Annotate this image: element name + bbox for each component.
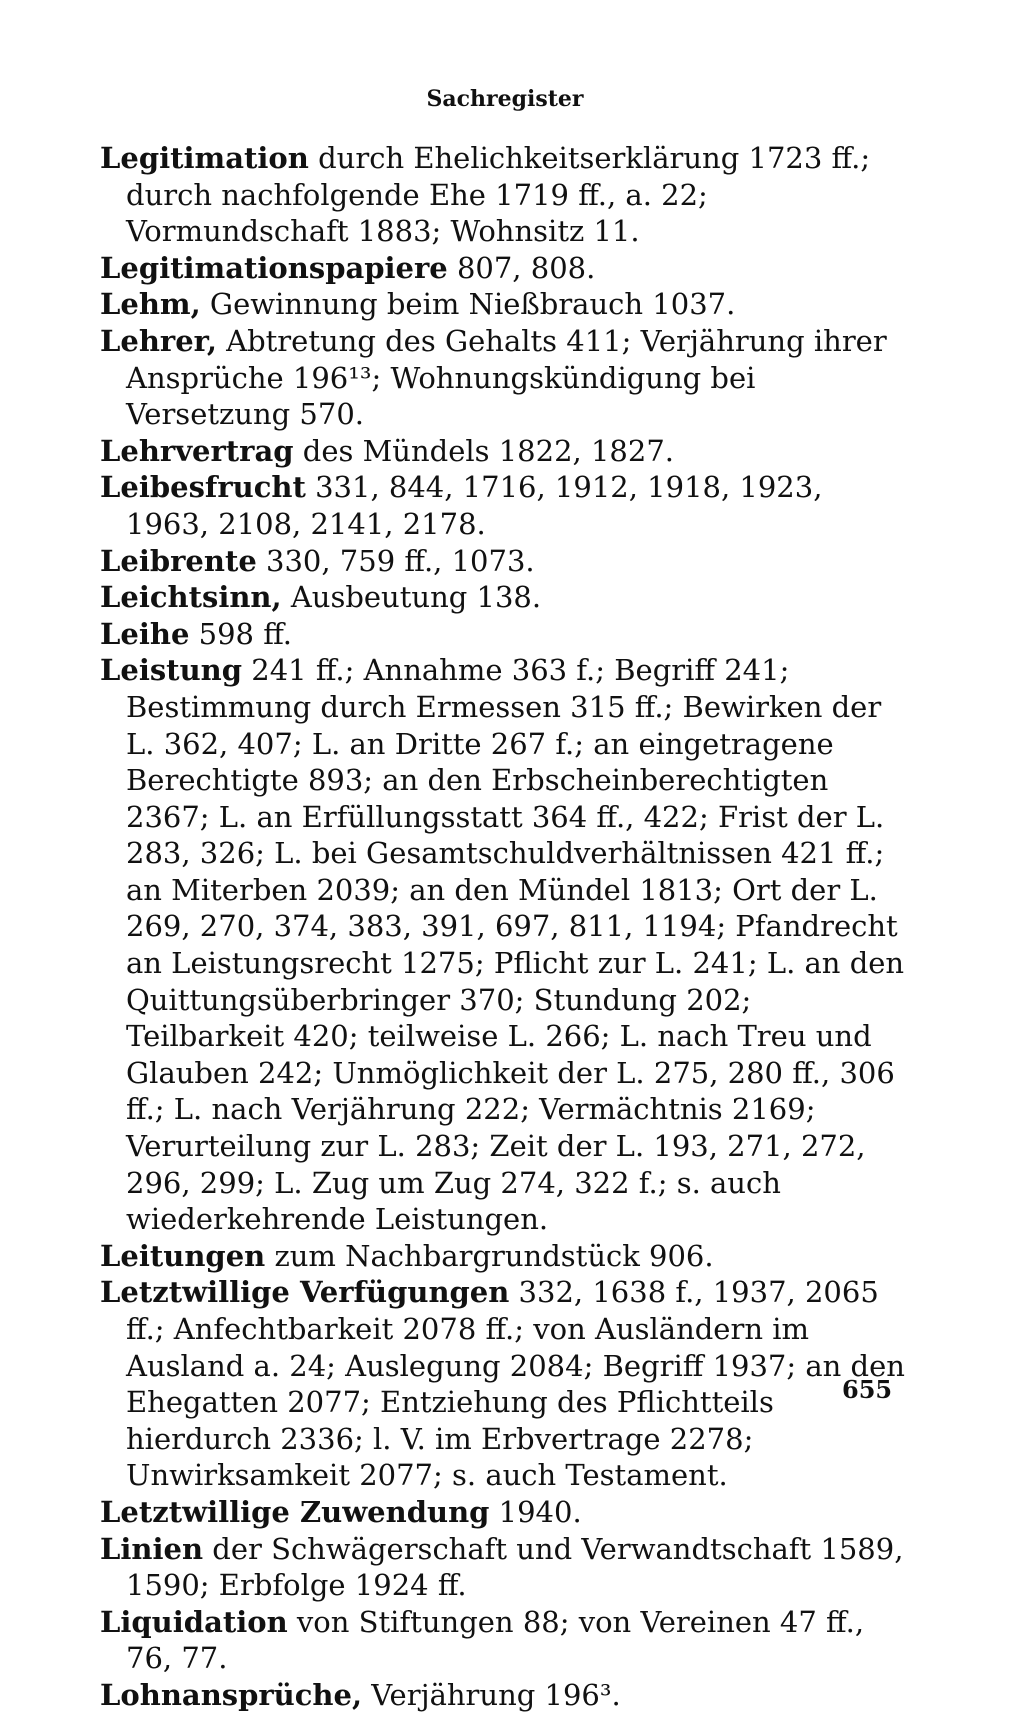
register-entries [100, 140, 905, 1714]
entry-text: des Mündels 1822, 1827. [293, 433, 674, 468]
entry-text: von Stiftungen 88; von Vereinen 47 ff., 76, 77. [126, 1604, 865, 1676]
entry-text: der Schwägerschaft und Verwandtschaft 1589, 1590; Erbfolge 1924 ff. [126, 1531, 904, 1603]
register-entry [100, 652, 905, 1238]
entry-text: durch Ehelichkeitserklärung 1723 ff.; durch nachfolgende Ehe 1719 ff., a. 22; Vormundschaft 1883; Wohnsitz 11. [126, 141, 871, 249]
register-entry [100, 616, 905, 653]
register-entry [100, 1274, 905, 1494]
entry-text: Gewinnung beim Nießbrauch 1037. [200, 287, 736, 322]
entry-term: Leitungen [100, 1238, 266, 1273]
entry-term: Leibesfrucht [100, 470, 306, 505]
entry-text: 331, 844, 1716, 1912, 1918, 1923, 1963, 2108, 2141, 2178. [126, 470, 823, 541]
register-entry [100, 250, 905, 287]
register-entry [100, 1677, 905, 1714]
entry-text: Ausbeutung 138. [281, 580, 542, 615]
register-entry [100, 1494, 905, 1531]
register-entry [100, 543, 905, 580]
page-header: Sachregister [426, 86, 584, 112]
entry-term: Lohnansprüche, [100, 1677, 363, 1712]
register-entry [100, 433, 905, 470]
entry-term: Letztwillige Zuwendung [100, 1494, 490, 1529]
entry-term: Leihe [100, 616, 190, 651]
entry-text: 332, 1638 f., 1937, 2065 ff.; Anfechtbarkeit 2078 ff.; von Ausländern im Ausland a. 24; Auslegung 2084; Begriff 1937; an den Ehegatten 2077; Entziehung des Pflichtteils hierdurch 2336; l. V. im Erbvertrage 2278; Unwirksamkeit 2077; s. auch Testament. [126, 1275, 905, 1493]
register-entry [100, 1604, 905, 1677]
entry-term: Lehrer, [100, 323, 217, 358]
entry-term: Leibrente [100, 543, 257, 578]
entry-text: 598 ff. [189, 616, 292, 651]
register-entry [100, 1238, 905, 1275]
entry-text: 330, 759 ff., 1073. [256, 543, 535, 578]
register-entry [100, 286, 905, 323]
entry-term: Leichtsinn, [100, 580, 282, 615]
entry-text: Verjährung 196³. [362, 1677, 621, 1712]
register-entry [100, 1531, 905, 1604]
register-entry [100, 140, 905, 250]
entry-term: Legitimation [100, 141, 309, 175]
entry-text: 1940. [489, 1494, 582, 1529]
register-entry [100, 469, 905, 542]
entry-text: zum Nachbargrundstück 906. [265, 1238, 714, 1273]
entry-term: Legitimationspapiere [100, 250, 448, 285]
entry-text: 807, 808. [447, 250, 596, 285]
page-number: 655 [842, 1375, 893, 1404]
register-entry [100, 579, 905, 616]
entry-term: Linien [100, 1531, 204, 1566]
register-entry [100, 323, 905, 433]
entry-text: Abtretung des Gehalts 411; Verjährung ihrer Ansprüche 196¹³; Wohnungskündigung bei Versetzung 570. [126, 323, 887, 432]
entry-text: 241 ff.; Annahme 363 f.; Begriff 241; Bestimmung durch Ermessen 315 ff.; Bewirken der L. 362, 407; L. an Dritte 267 f.; an eingetragene Berechtigte 893; an den Erbscheinberechtigten 2367; L. an Erfüllungsstatt 364 ff., 422; Frist der L. 283, 326; L. bei Gesamtschuldverhältnissen 421 ff.; an Miterben 2039; an den Mündel 1813; Ort der L. 269, 270, 374, 383, 391, 697, 811, 1194; Pfandrecht an Leistungsrecht 1275; Pflicht zur L. 241; L. an den Quittungsüberbringer 370; Stundung 202; Teilbarkeit 420; teilweise L. 266; L. nach Treu und Glauben 242; Unmöglichkeit der L. 275, 280 ff., 306 ff.; L. nach Verjährung 222; Vermächtnis 2169; Verurteilung zur L. 283; Zeit der L. 193, 271, 272, 296, 299; L. Zug um Zug 274, 322 f.; s. auch wiederkehrende Leistungen. [126, 653, 905, 1237]
entry-term: Lehm, [100, 287, 201, 322]
entry-term: Lehrvertrag [100, 433, 294, 468]
entry-term: Liquidation [100, 1604, 288, 1639]
entry-term: Leistung [100, 653, 243, 688]
entry-term: Letztwillige Verfügungen [100, 1275, 510, 1310]
